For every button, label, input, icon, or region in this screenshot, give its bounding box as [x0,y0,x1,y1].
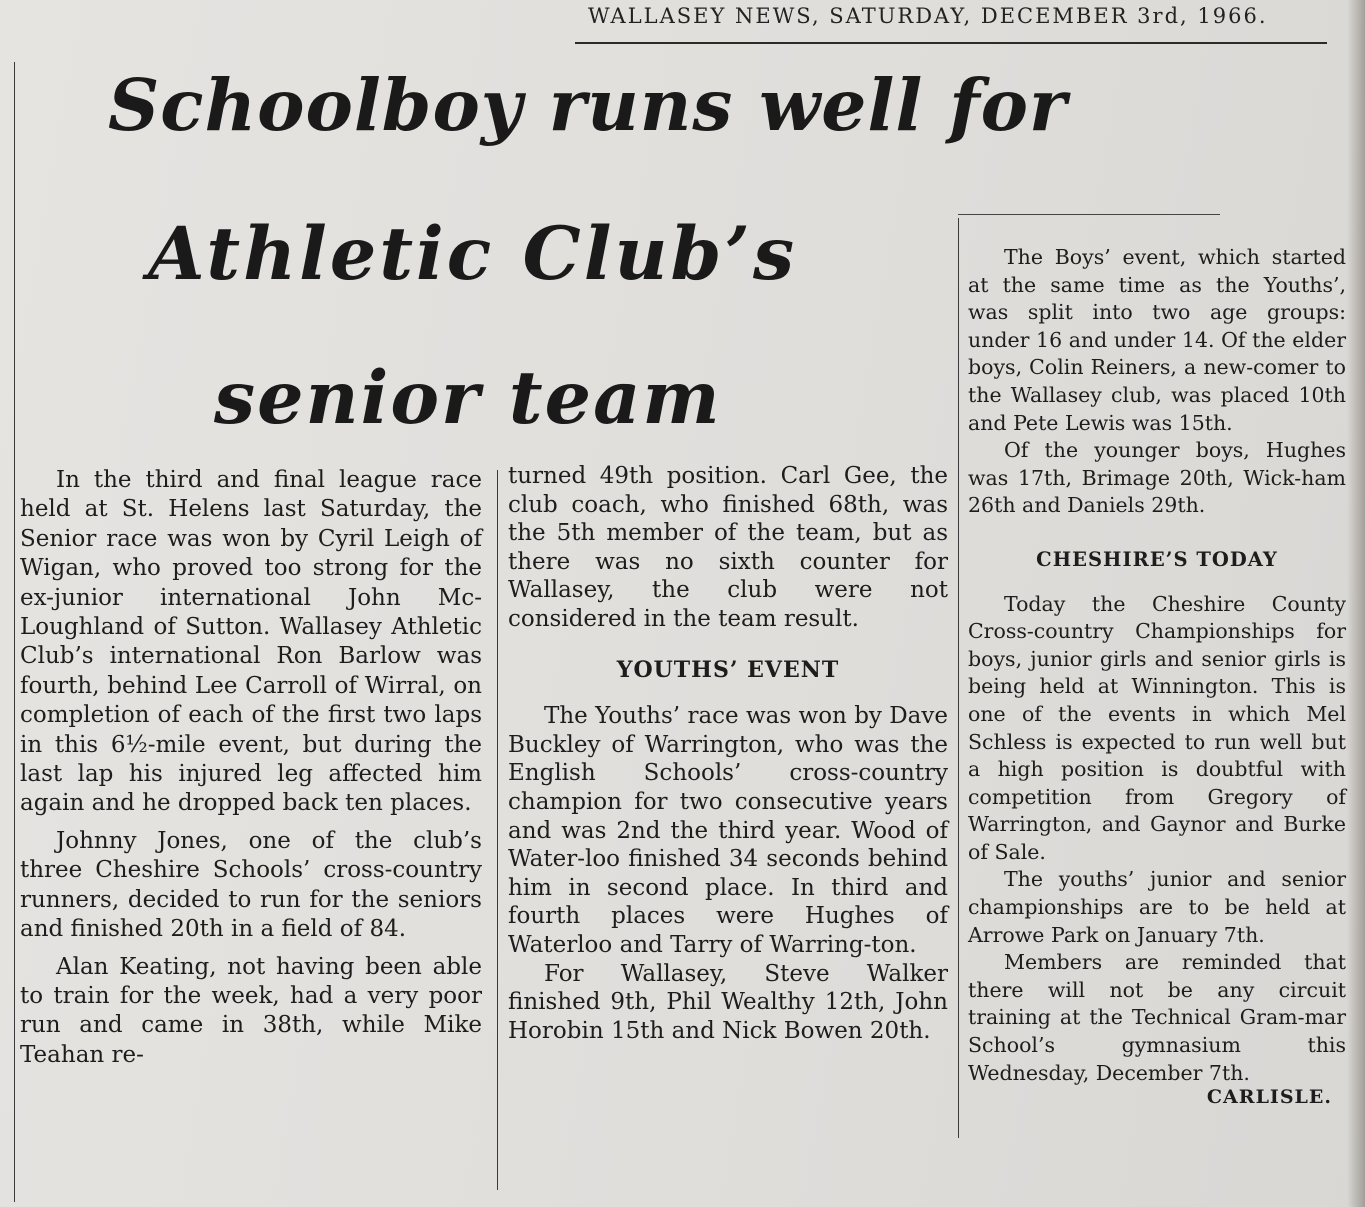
paragraph: The Youths’ race was won by Dave Buckley of Warrington, who was the English Schools’ cross-country champion for two consecutive years and was 2nd the third year. Wood of Water-loo finished 34 seconds behind him in second place. In third and fourth places were Hughes of Waterloo and Tarry of Warring-ton. [508,703,948,958]
masthead: WALLASEY NEWS, SATURDAY, DECEMBER 3rd, 1966. [588,4,1268,28]
subheading-cheshires-today: CHESHIRE’S TODAY [1036,547,1278,571]
subheading-youths-event: YOUTHS’ EVENT [616,656,840,683]
column-rule-1 [497,470,498,1190]
paragraph: The Boys’ event, which started at the same time as the Youths’, was split into two age groups: under 16 and under 14. Of the elder boys, Colin Reiners, a new-comer to the Wallasey club, was placed 10th and Pete Lewis was 15th. [968,245,1346,435]
paragraph: Alan Keating, not having been able to train for the week, had a very poor run and came in 38th, while Mike Teahan re- [20,953,482,1068]
paragraph: Today the Cheshire County Cross-country Championships for boys, junior girls and senior girls is being held at Winnington. This is one of the events in which Mel Schless is expected to run well but a high position is doubtful with competition from Gregory of Warrington, and Gaynor and Burke of Sale. [968,591,1346,864]
left-column-rule [14,62,15,1202]
paragraph: Of the younger boys, Hughes was 17th, Brimage 20th, Wick-ham 26th and Daniels 29th. [968,438,1346,518]
page-edge-shadow [1347,0,1365,1207]
byline-signature: CARLISLE. [1206,1086,1332,1109]
article-column-1 [20,466,482,1070]
headline-line-3: senior team [214,355,722,441]
paragraph: Johnny Jones, one of the club’s three Cheshire Schools’ cross-country runners, decided to run for the seniors and finished 20th in a field of 84. [20,827,482,943]
headline-line-1: Schoolboy runs well for [108,63,1068,147]
paragraph: The youths’ junior and senior championships are to be held at Arrowe Park on January 7th. [968,867,1346,947]
article-column-3 [968,244,1346,1112]
paragraph: For Wallasey, Steve Walker finished 9th, Phil Wealthy 12th, John Horobin 15th and Nick Bowen 20th. [508,960,948,1044]
headline-line-2: Athletic Club’s [148,211,798,297]
column-top-rule [958,214,1220,215]
paragraph: Members are reminded that there will not be any circuit training at the Technical Gram-mar School’s gymnasium this Wednesday, December 7th. [968,950,1346,1085]
paragraph: In the third and final league race held at St. Helens last Saturday, the Senior race was won by Cyril Leigh of Wigan, who proved too strong for the ex-junior international John Mc-Loughland of Sutton. Wallasey Athletic Club’s international Ron Barlow was fourth, behind Lee Carroll of Wirral, on completion of each of the first two laps in this 6½-mile event, but during the last lap his injured leg affected him again and he dropped back ten places. [20,467,482,817]
column-rule-2 [958,218,959,1138]
masthead-rule [575,42,1327,44]
article-column-2 [508,462,948,1045]
paragraph: turned 49th position. Carl Gee, the club coach, who finished 68th, was the 5th member of the team, but as there was no sixth counter for Wallasey, the club were not considered in the team result. [508,463,948,632]
